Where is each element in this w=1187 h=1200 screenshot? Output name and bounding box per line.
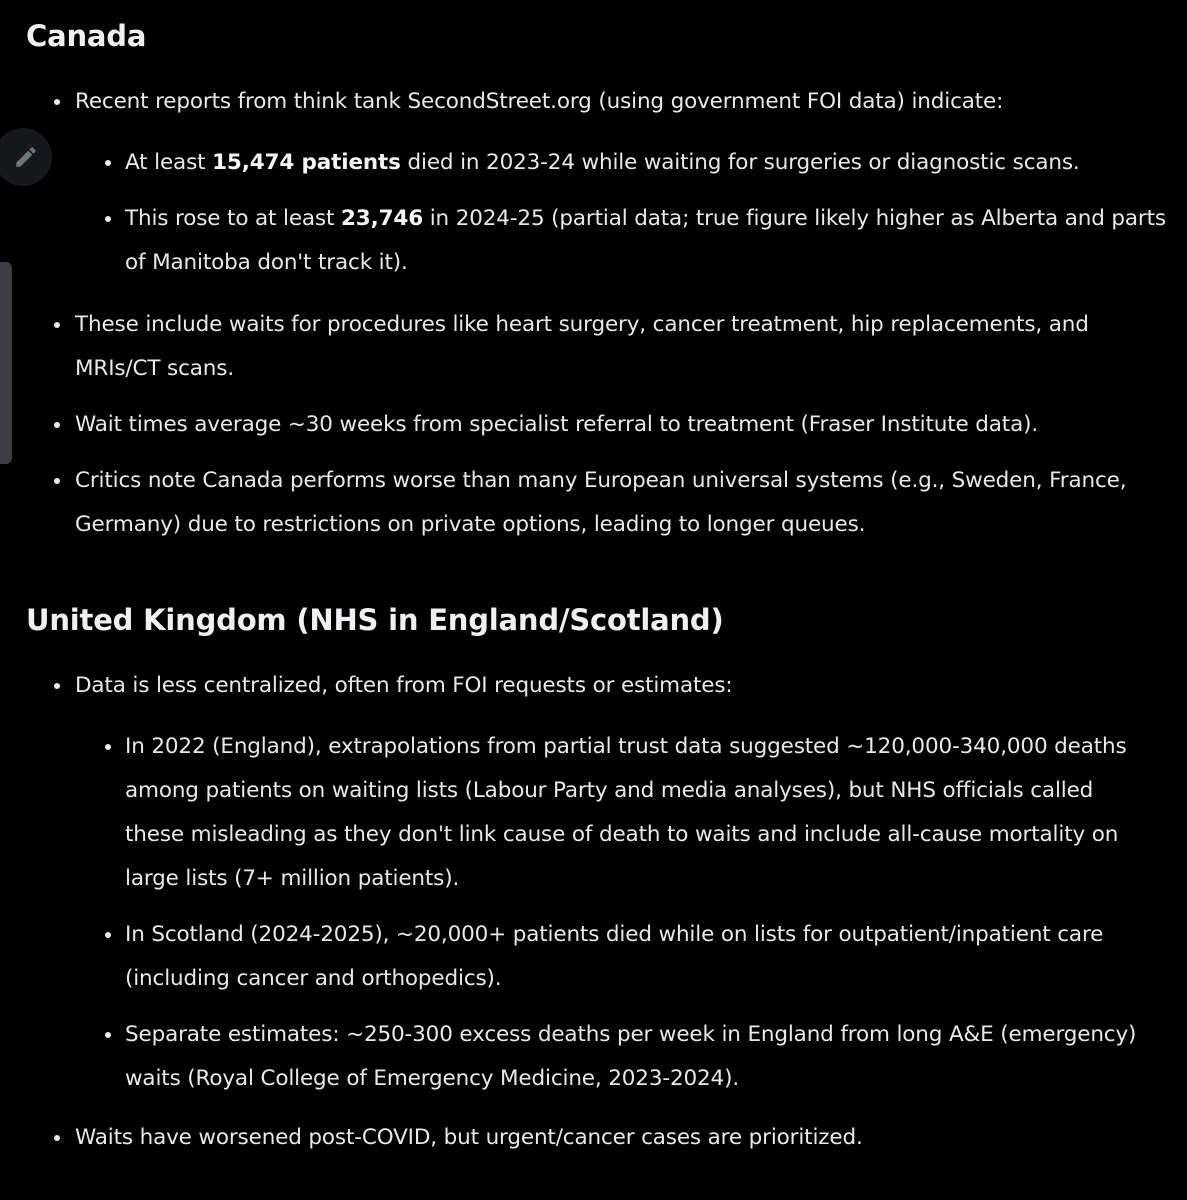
sub-list-item xyxy=(26,197,1166,285)
text-segment: At least xyxy=(125,150,213,175)
text-segment: in 2024-25 (partial data; true figure likely higher as Alberta and parts of Manitoba don't track it). xyxy=(125,206,1166,275)
list-item xyxy=(26,403,1156,447)
uk-sublist xyxy=(26,725,1156,1101)
list-item xyxy=(26,80,1156,124)
list-item xyxy=(26,1116,1156,1160)
uk-list-continued xyxy=(26,1116,1156,1160)
list-item-text: Data is less centralized, often from FOI requests or estimates: xyxy=(75,673,733,698)
list-item-text: Critics note Canada performs worse than many European universal systems (e.g., Sweden, France, Germany) due to restrictions on private options, leading to longer queues. xyxy=(75,468,1127,537)
scrollbar-thumb[interactable] xyxy=(0,262,12,464)
sub-list-item xyxy=(26,141,1166,185)
bold-figure: 15,474 patients xyxy=(212,150,401,175)
list-item-text: Recent reports from think tank SecondStreet.org (using government FOI data) indicate: xyxy=(75,89,1004,114)
uk-list xyxy=(26,664,1156,708)
list-item xyxy=(26,303,1156,391)
list-item-text: In Scotland (2024-2025), ~20,000+ patients died while on lists for outpatient/inpatient care (including cancer and orthopedics). xyxy=(125,922,1104,991)
section-heading-uk: United Kingdom (NHS in England/Scotland) xyxy=(26,603,724,637)
sub-list-item xyxy=(26,725,1156,901)
text-segment: This rose to at least xyxy=(125,206,341,231)
canada-list-continued xyxy=(26,303,1156,547)
list-item-text: Wait times average ~30 weeks from specialist referral to treatment (Fraser Institute data). xyxy=(75,412,1039,437)
list-item-text: In 2022 (England), extrapolations from partial trust data suggested ~120,000-340,000 deaths among patients on waiting lists (Labour Party and media analyses), but NHS officials called these misleading as they don't link cause of death to waits and include all-cause mortality on large lists (7+ million patients). xyxy=(125,734,1127,891)
sub-list-item xyxy=(26,913,1156,1001)
section-heading-canada: Canada xyxy=(26,19,147,53)
list-item-text: These include waits for procedures like heart surgery, cancer treatment, hip replacements, and MRIs/CT scans. xyxy=(75,312,1089,381)
bold-figure: 23,746 xyxy=(340,206,424,231)
list-item-text: Waits have worsened post-COVID, but urgent/cancer cases are prioritized. xyxy=(75,1125,863,1150)
canada-list xyxy=(26,80,1156,124)
list-item xyxy=(26,664,1156,708)
text-segment: died in 2023-24 while waiting for surgeries or diagnostic scans. xyxy=(400,150,1080,175)
list-item xyxy=(26,459,1156,547)
sub-list-item xyxy=(26,1013,1156,1101)
list-item-text: Separate estimates: ~250-300 excess deaths per week in England from long A&E (emergency) waits (Royal College of Emergency Medicine, 2023-2024). xyxy=(125,1022,1137,1091)
canada-sublist xyxy=(26,141,1166,285)
